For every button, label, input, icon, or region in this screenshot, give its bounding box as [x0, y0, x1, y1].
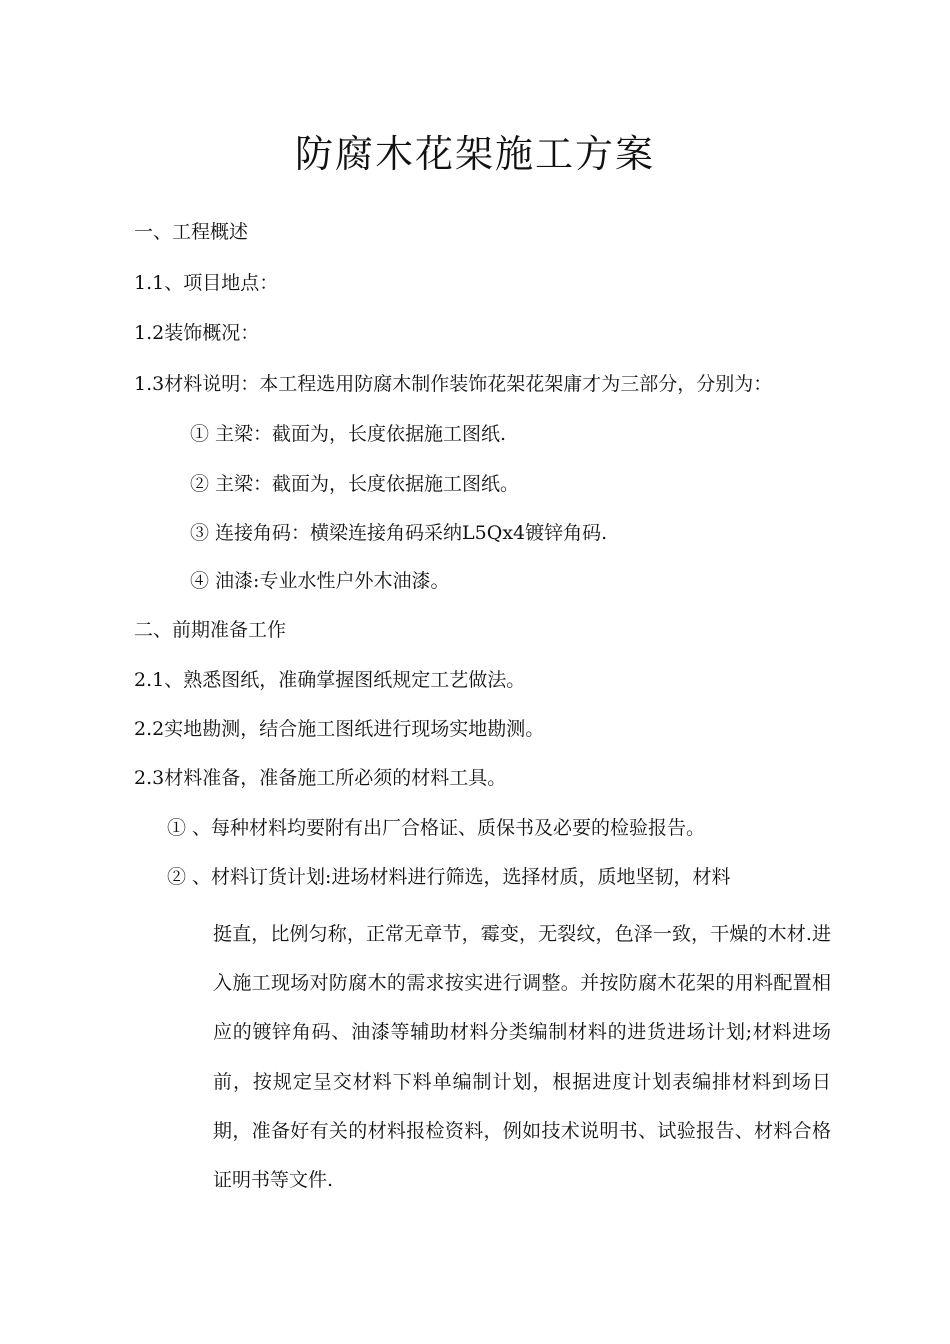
sub-item-5: ① 、每种材料均要附有出厂合格证、质保书及必要的检验报告。	[167, 817, 706, 839]
sub-item-1: ① 主梁：截面为，长度依据施工图纸.	[190, 423, 507, 445]
item-2-1: 2.1、熟悉图纸，准确掌握图纸规定工艺做法。	[134, 669, 526, 691]
document-title: 防腐木花架施工方案	[294, 132, 655, 176]
item-1-3: 1.3材料说明：本工程选用防腐木制作装饰花架花架庸才为三部分，分别为：	[134, 373, 773, 395]
sub-item-6: ② 、材料订货计划:进场材料进行筛选，选择材质，质地坚韧，材料	[167, 866, 731, 888]
item-2-3: 2.3材料准备，准备施工所必须的材料工具。	[134, 767, 507, 789]
section-heading-2: 二、前期准备工作	[134, 619, 287, 641]
item-1-1: 1.1、项目地点：	[134, 272, 279, 294]
sub-item-4: ④ 油漆:专业水性户外木油漆。	[190, 570, 450, 592]
body-paragraph: 挺直，比例匀称，正常无章节，霉变，无裂纹，色泽一致，干燥的木材.进入施工现场对防腐木的需求按实进行调整。并按防腐木花架的用料配置相应的镀锌角码、油漆等辅助材料分类编制材料的进货进场计划;材料进场前，按规定呈交材料下料单编制计划，根据进度计划表编排材料到场日期，准备好有关的材料报检资料，例如技术说明书、试验报告、材料合格证明书等文件.	[213, 923, 831, 1192]
item-1-2: 1.2装饰概况：	[134, 322, 260, 344]
sub-item-2: ② 主梁：截面为，长度依据施工图纸。	[190, 473, 520, 495]
sub-item-3: ③ 连接角码：横梁连接角码采纳L5Qx4镀锌角码.	[190, 522, 608, 544]
item-2-2: 2.2实地勘测，结合施工图纸进行现场实地勘测。	[134, 718, 545, 740]
section-heading-1: 一、工程概述	[134, 221, 249, 243]
